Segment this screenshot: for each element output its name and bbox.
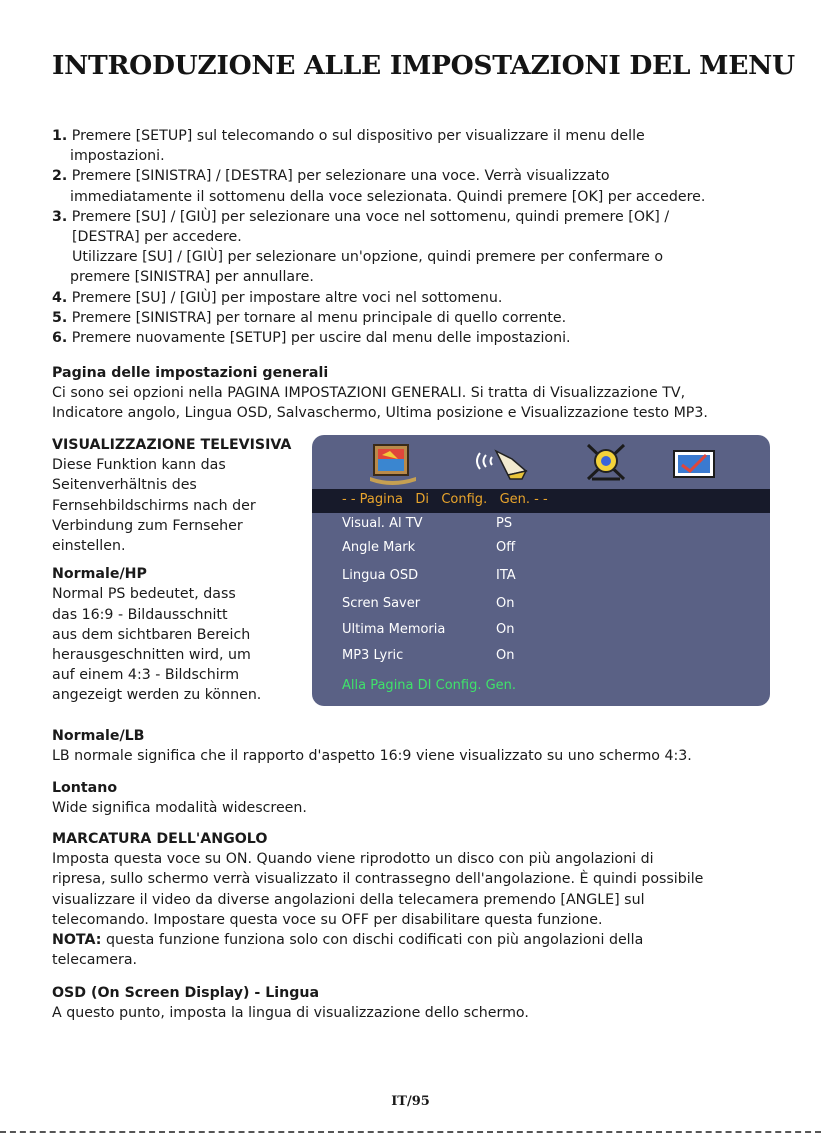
paragraph-line: auf einem 4:3 - Bildschirm	[52, 667, 240, 684]
osd-row-value: PS	[496, 516, 513, 531]
note-label: NOTA:	[52, 932, 102, 949]
osd-row-value: On	[496, 596, 515, 611]
step-text: Premere [SINISTRA] / [DESTRA] per selezionare una voce. Verrà visualizzato	[71, 168, 610, 185]
paragraph-line: herausgeschnitten wird, um	[52, 647, 251, 664]
paragraph-line: Diese Funktion kann das	[52, 457, 226, 474]
paragraph-line: das 16:9 - Bildausschnitt	[52, 606, 228, 623]
step-3	[52, 207, 797, 288]
osd-row-value: On	[496, 622, 515, 637]
osd-header-bar	[312, 489, 770, 513]
step-text: Utilizzare [SU] / [GIÙ] per selezionare un'opzione, quindi premere per confermare o	[72, 249, 664, 266]
osd-row-label: MP3 Lyric	[342, 648, 404, 663]
step-text: Premere nuovamente [SETUP] per uscire dal menu delle impostazioni.	[71, 330, 571, 347]
osd-row-label: Angle Mark	[342, 540, 416, 555]
osd-icon-bar	[312, 435, 770, 489]
step-2	[52, 166, 797, 206]
section-heading: Pagina delle impostazioni generali	[52, 365, 329, 381]
osd-row-ultima-memoria	[342, 619, 762, 643]
paragraph-line: Indicatore angolo, Lingua OSD, Salvaschermo, Ultima posizione e Visualizzazione testo MP3.	[52, 405, 708, 422]
tv-picture-icon	[370, 445, 416, 485]
tv-display-column	[52, 435, 302, 706]
paragraph-line: LB normale significa che il rapporto d'aspetto 16:9 viene visualizzato su uno schermo 4:3.	[52, 748, 692, 765]
step-number: 2.	[52, 168, 68, 185]
step-number: 4.	[52, 289, 68, 306]
paragraph-line: Seitenverhältnis des	[52, 477, 197, 494]
paragraph-line: einstellen.	[52, 538, 126, 555]
step-number: 6.	[52, 330, 68, 347]
paragraph-line: Normal PS bedeutet, dass	[52, 586, 236, 603]
step-text: Premere [SETUP] sul telecomando o sul dispositivo per visualizzare il menu delle	[71, 128, 645, 144]
angle-mark-section	[52, 829, 802, 970]
paragraph-line: Wide significa modalità widescreen.	[52, 800, 307, 817]
osd-row-visual-tv	[342, 513, 762, 537]
osd-row-label: Lingua OSD	[342, 568, 419, 583]
step-number: 5.	[52, 309, 68, 326]
paragraph-line: Ci sono sei opzioni nella PAGINA IMPOSTAZIONI GENERALI. Si tratta di Visualizzazione TV,	[52, 385, 686, 402]
page-title: INTRODUZIONE ALLE IMPOSTAZIONI DEL MENU	[52, 50, 795, 81]
step-text: Premere [SINISTRA] per tornare al menu principale di quello corrente.	[71, 309, 567, 326]
step-text: [DESTRA] per accedere.	[72, 229, 242, 246]
osd-row-value: On	[496, 648, 515, 663]
step-5	[52, 308, 797, 328]
normale-lb-section	[52, 726, 802, 766]
osd-row-angle-mark	[342, 537, 762, 561]
osd-language-section	[52, 983, 802, 1023]
note-text: telecamera.	[52, 952, 138, 969]
paragraph-line: aus dem sichtbaren Bereich	[52, 626, 251, 643]
steps-list	[52, 126, 797, 348]
osd-footer-text: Alla Pagina DI Config. Gen.	[342, 678, 517, 693]
paragraph-line: visualizzare il video da diverse angolazioni della telecamera premendo [ANGLE] sul	[52, 891, 645, 908]
osd-row-label: Scren Saver	[342, 596, 421, 611]
step-text: impostazioni.	[70, 148, 165, 165]
paragraph-line: ripresa, sullo schermo verrà visualizzato il contrassegno dell'angolazione. È quindi possibile	[52, 871, 704, 888]
step-text: premere [SINISTRA] per annullare.	[70, 269, 314, 286]
osd-row-screen-saver	[342, 593, 762, 617]
osd-menu-screenshot	[312, 435, 770, 706]
step-text: immediatamente il sottomenu della voce selezionata. Quindi premere [OK] per accedere.	[70, 188, 706, 205]
step-number: 3.	[52, 208, 68, 225]
paragraph-line: A questo punto, imposta la lingua di visualizzazione dello schermo.	[52, 1005, 529, 1022]
osd-row-label: Ultima Memoria	[342, 622, 446, 637]
section-heading: OSD (On Screen Display) - Lingua	[52, 985, 320, 1001]
paragraph-line: Fernsehbildschirms nach der	[52, 497, 256, 514]
paragraph-line: Verbindung zum Fernseher	[52, 517, 243, 534]
paragraph-line: Imposta questa voce su ON. Quando viene riprodotto un disco con più angolazioni di	[52, 851, 654, 868]
page-bottom-divider	[0, 1131, 821, 1133]
note-text: questa funzione funziona solo con dischi codificati con più angolazioni della	[101, 932, 644, 949]
page-number: IT/95	[391, 1094, 430, 1109]
section-heading: VISUALIZZAZIONE TELEVISIVA	[52, 437, 292, 453]
speaker-audio-icon	[477, 451, 526, 479]
step-number: 1.	[52, 128, 68, 144]
paragraph-line: telecomando. Impostare questa voce su OFF per disabilitare questa funzione.	[52, 911, 603, 928]
dolby-x-icon	[588, 445, 624, 479]
lontano-section	[52, 778, 802, 818]
section-heading: Normale/HP	[52, 566, 147, 583]
paragraph-line: angezeigt werden zu können.	[52, 687, 262, 704]
step-4	[52, 288, 797, 308]
osd-header-text: - - Pagina Di Config. Gen. - -	[342, 492, 548, 507]
osd-row-mp3-lyric	[342, 645, 762, 669]
step-1	[52, 126, 797, 166]
section-heading: Lontano	[52, 780, 118, 796]
osd-row-value: ITA	[496, 568, 516, 583]
osd-row-label: Visual. Al TV	[342, 516, 423, 531]
general-settings-section	[52, 363, 802, 424]
osd-row-value: Off	[496, 540, 516, 555]
section-heading: Normale/LB	[52, 728, 145, 744]
osd-row-lingua-osd	[342, 565, 762, 589]
step-text: Premere [SU] / [GIÙ] per selezionare una voce nel sottomenu, quindi premere [OK] /	[71, 208, 670, 225]
section-heading: MARCATURA DELL'ANGOLO	[52, 831, 268, 847]
step-text: Premere [SU] / [GIÙ] per impostare altre voci nel sottomenu.	[71, 289, 503, 306]
step-6	[52, 328, 797, 348]
preference-check-icon	[674, 451, 714, 477]
